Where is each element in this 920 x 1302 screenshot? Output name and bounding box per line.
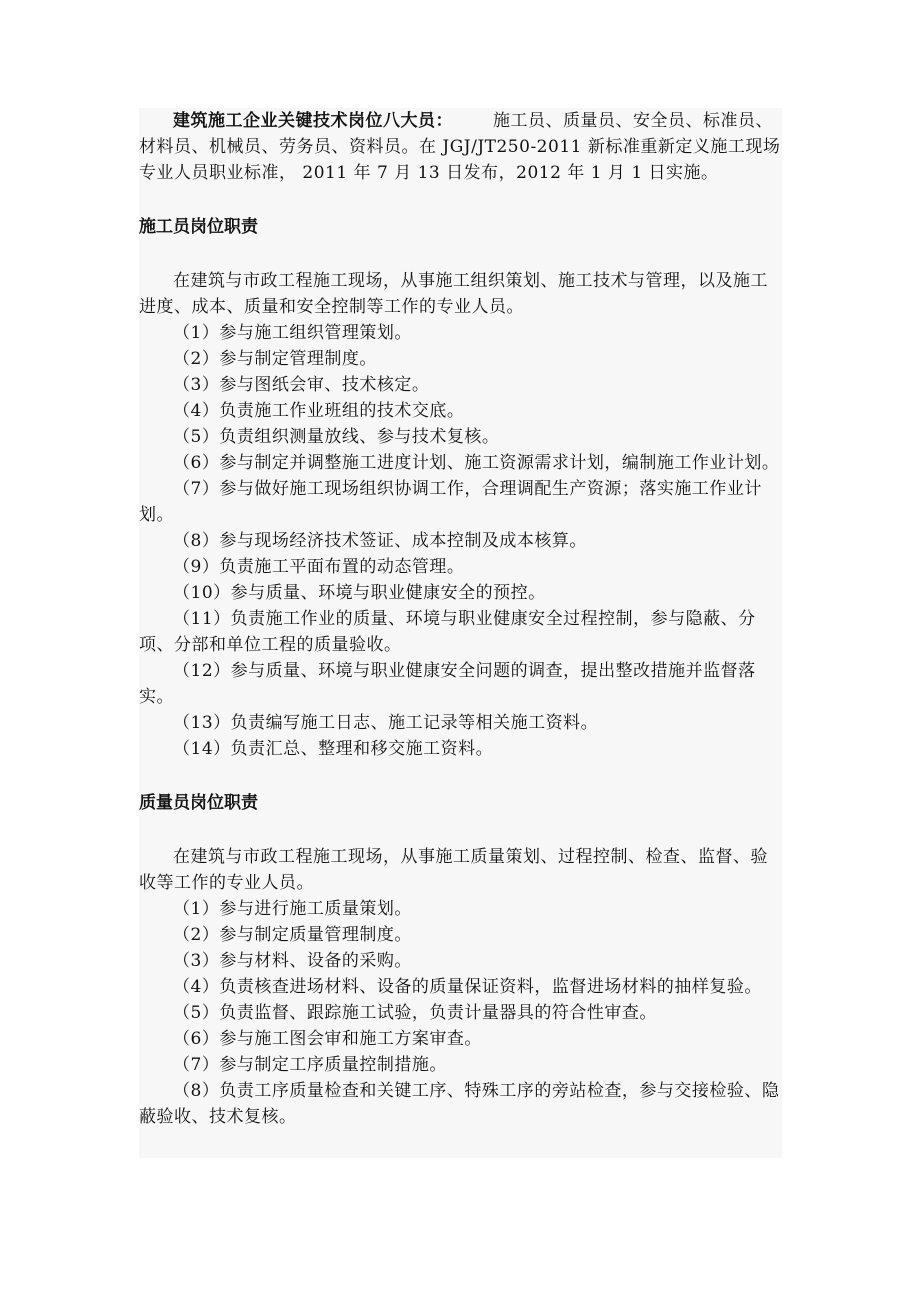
list-item: （7）参与做好施工现场组织协调工作，合理调配生产资源；落实施工作业计划。 — [139, 479, 762, 525]
section-description: 在建筑与市政工程施工现场，从事施工组织策划、施工技术与管理，以及施工进度、成本、质量和安全控制等工作的专业人员。 — [139, 271, 768, 317]
intro-title: 建筑施工企业关键技术岗位八大员： — [173, 111, 453, 131]
list-item: （10）参与质量、环境与职业健康安全的预控。 — [173, 583, 546, 603]
list-item: （14）负责汇总、整理和移交施工资料。 — [173, 739, 494, 759]
list-item: （11）负责施工作业的质量、环境与职业健康安全过程控制，参与隐蔽、分项、分部和单位工程的质量验收。 — [139, 609, 756, 655]
list-item: （13）负责编写施工日志、施工记录等相关施工资料。 — [173, 713, 599, 733]
list-item: （7）参与制定工序质量控制措施。 — [173, 1055, 447, 1075]
document-body — [139, 108, 782, 1158]
list-item: （5）负责组织测量放线、参与技术复核。 — [173, 427, 500, 447]
list-item: （6）参与制定并调整施工进度计划、施工资源需求计划，编制施工作业计划。 — [173, 453, 780, 473]
list-item: （12）参与质量、环境与职业健康安全问题的调查，提出整改措施并监督落实。 — [139, 661, 756, 707]
section-heading-quality: 质量员岗位职责 — [139, 793, 258, 813]
section-heading-construction: 施工员岗位职责 — [139, 217, 258, 237]
list-item: （6）参与施工图会审和施工方案审查。 — [173, 1029, 482, 1049]
list-item: （1）参与进行施工质量策划。 — [173, 899, 412, 919]
list-item: （2）参与制定管理制度。 — [173, 349, 377, 369]
list-item: （8）参与现场经济技术签证、成本控制及成本核算。 — [173, 531, 587, 551]
list-item: （1）参与施工组织管理策划。 — [173, 323, 412, 343]
list-item: （4）负责施工作业班组的技术交底。 — [173, 401, 465, 421]
list-item: （4）负责核查进场材料、设备的质量保证资料，监督进场材料的抽样复验。 — [173, 977, 762, 997]
list-item: （8）负责工序质量检查和关键工序、特殊工序的旁站检查，参与交接检验、隐蔽验收、技术复核。 — [139, 1081, 780, 1127]
list-item: （3）参与图纸会审、技术核定。 — [173, 375, 430, 395]
intro-paragraph — [139, 108, 782, 186]
list-item: （3）参与材料、设备的采购。 — [173, 951, 412, 971]
section-description: 在建筑与市政工程施工现场，从事施工质量策划、过程控制、检查、监督、验收等工作的专业人员。 — [139, 847, 768, 893]
list-item: （5）负责监督、跟踪施工试验，负责计量器具的符合性审查。 — [173, 1003, 657, 1023]
list-item: （9）负责施工平面布置的动态管理。 — [173, 557, 465, 577]
intro-text: 施工员、质量员、安全员、标准员、材料员、机械员、劳务员、资料员。在 JGJ/JT250-2011 新标准重新定义施工现场专业人员职业标准， 2011 年 7 月 13 日发布，2012 年 1 月 1 日实施。 — [139, 111, 781, 183]
list-item: （2）参与制定质量管理制度。 — [173, 925, 412, 945]
